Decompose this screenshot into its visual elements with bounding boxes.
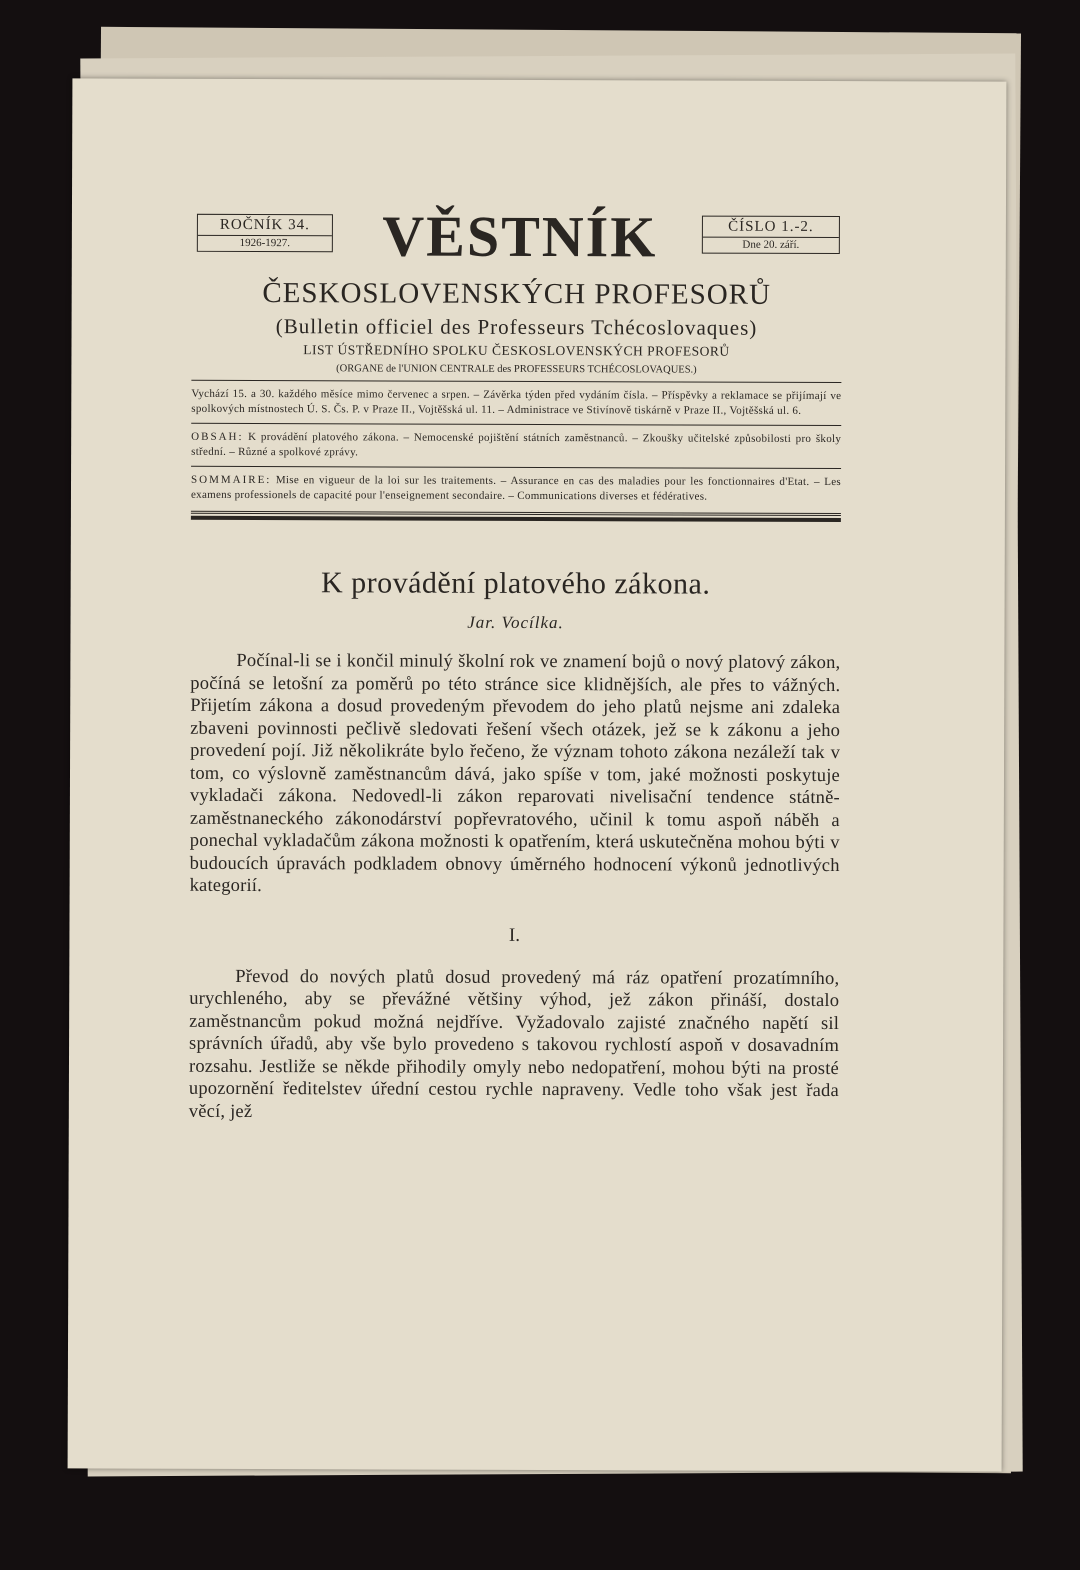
publication-info: Vychází 15. a 30. každého měsíce mimo červenec a srpen. – Závěrka týden před vydáním čísla. – Příspěvky a reklamace se přijímají ve spolkových místnostech Ú. S. Čs. P. v Praze II., Vojtěšská ul. 11. – Administrace ve Stivínově tiskárně v Praze II., Vojtěšská ul. 6. [191,387,842,417]
article-author: Jar. Vocílka. [467,612,564,633]
masthead [192,203,842,271]
header-rule-bold [191,516,841,522]
divider [191,380,841,383]
page-content [188,203,842,1144]
subtitle-french: (Bulletin officiel des Professeurs Tchécoslovaques) [275,314,758,340]
issue-date: Dne 20. září. [742,238,800,251]
issue-box [702,216,840,254]
contents-label: OBSAH: [191,430,244,443]
issue-label: ČÍSLO 1.-2. [703,217,839,238]
section-number: I. [508,924,521,946]
article-paragraph: Počínal-li se i končil minulý školní rok ve znamení bojů o nový platový zákon, počíná se letošní za poměrů po této stránce sice klidnějších, ale přes to vážných. Přijetím zákona a dosud provedeným převodem do jeho platů nejsme ani zdaleka zbaveni povinnosti pečlivě sledovati řešení všech otázek, jež se k zákonu a jeho provedení pojí. Již několikráte bylo řečeno, že význam tohoto zákona nezáleží tak v tom, co výslovně zaměstnancům dává, jako spíše v tom, jaké možnosti poskytuje vykladači zákona. Nedovedl-li zákon reparovati nivelisační tendence státně-zaměstnaneckého zákonodárství popřevratového, učinil k tomu aspoň náběh a ponechal vykladačům zákona možnosti k opatřením, která uskutečněna mohou býti v budoucích úpravách podkladem obnovy úměrného hodnocení výkonů jednotlivých kategorií. [189,650,841,897]
volume-box [197,214,333,252]
article-title: K provádění platového zákona. [320,566,711,601]
volume-label: ROČNÍK 34. [198,215,332,236]
journal-title: VĚSTNÍK [382,203,658,270]
contents-text: K provádění platového zákona. – Nemocenské pojištění státních zaměstnanců. – Zkoušky učitelské způsobilosti pro školy střední. – Různé a spolkové zprávy. [191,430,842,459]
subtitle-organ-czech: LIST ÚSTŘEDNÍHO SPOLKU ČESKOSLOVENSKÝCH PROFESORŮ [303,342,730,359]
divider [191,466,841,469]
contents-block [191,430,841,462]
subtitle-organ-french: (ORGANE de l'UNION CENTRALE des PROFESSEURS TCHÉCOSLOVAQUES.) [336,363,697,376]
divider [191,423,841,426]
sommaire-label: SOMMAIRE: [191,473,272,487]
article-paragraph: Převod do nových platů dosud provedený má ráz opatření prozatímního, urychleného, aby se převážné většiny výhod, jež zákon přináší, dostalo zaměstnancům pokud možná nejdříve. Vyžadovalo zajisté značného napětí sil správních úřadů, aby vše bylo provedeno s takovou rychlostí aspoň v dosavadním rozsahu. Jestliže se někde přihodily omyly nebo nedopatření, mohou býti na prosté upozornění ředitelstev úřední cestou rychle napraveny. Vedle toho však jest řada věcí, jež [188,966,840,1122]
document-page [68,78,1007,1471]
volume-years: 1926-1927. [239,236,291,250]
subtitle-czech: ČESKOSLOVENSKÝCH PROFESORŮ [262,277,772,311]
sommaire-text: Mise en vigueur de la loi sur les traitements. – Assurance en cas des maladies pour les fonctionnaires d'Etat. – Les examens professionels de capacité pour l'enseignement secondaire. – Communications diverses et fédératives. [190,474,842,503]
sommaire-block [191,473,841,505]
